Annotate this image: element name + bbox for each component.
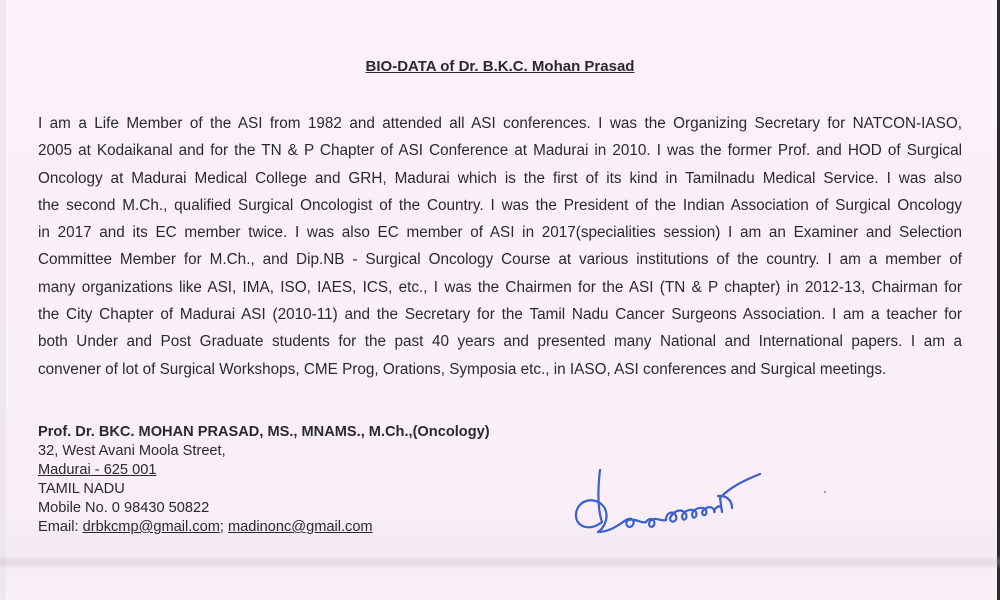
email-label: Email: xyxy=(38,519,83,535)
bio-line: the second M.Ch., qualified Surgical Oncologist of the Country. I was the President of the Indian Association of Surgical Oncology xyxy=(38,196,962,214)
email-separator: ; xyxy=(219,519,228,535)
email-link-2[interactable]: madinonc@gmail.com xyxy=(228,519,373,535)
bio-line: I am a Life Member of the ASI from 1982 and attended all ASI conferences. I was the Organizing Secretary for NATCON-IASO, xyxy=(38,115,962,132)
bio-line: 2005 at Kodaikanal and for the TN & P Chapter of ASI Conference at Madurai in 2010. I was the former Prof. and HOD of Surgical xyxy=(38,142,962,160)
bio-line: both Under and Post Graduate students for the past 40 years and presented many National and International papers. I am a xyxy=(38,333,962,351)
bio-line: in 2017 and its EC member twice. I was also EC member of ASI in 2017(specialities session) I am an Examiner and Selection xyxy=(38,224,962,242)
scan-edge-left xyxy=(0,0,6,600)
signature-icon xyxy=(570,462,830,542)
contact-block xyxy=(38,423,490,537)
bio-paragraph xyxy=(38,110,962,383)
bio-line: Oncology at Madurai Medical College and GRH, Madurai which is the first of its kind in Tamilnadu Medical Service. I was also xyxy=(38,169,962,187)
bio-line: convener of lot of Surgical Workshops, CME Prog, Orations, Symposia etc., in IASO, ASI conferences and Surgical meetings. xyxy=(38,360,887,378)
bio-line: the City Chapter of Madurai ASI (2010-11) and the Secretary for the Tamil Nadu Cancer Surgeons Association. I am a teacher for xyxy=(38,306,962,324)
paper-fold xyxy=(0,555,1000,569)
address-line-1: 32, West Avani Moola Street, xyxy=(38,443,226,459)
bio-line: many organizations like ASI, IMA, ISO, IAES, ICS, etc., I was the Chairmen for the ASI (TN & P chapter) in 2012-13, Chairman for xyxy=(38,278,962,296)
email-link-1[interactable]: drbkcmp@gmail.com xyxy=(82,519,220,535)
address-state: TAMIL NADU xyxy=(38,481,125,497)
email-line xyxy=(38,518,490,537)
mobile-number: Mobile No. 0 98430 50822 xyxy=(38,500,210,516)
signature-dot xyxy=(824,491,826,493)
contact-name: Prof. Dr. BKC. MOHAN PRASAD, MS., MNAMS., M.Ch.,(Oncology) xyxy=(38,424,490,440)
document-title: BIO-DATA of Dr. B.K.C. Mohan Prasad xyxy=(365,58,635,75)
bio-line: Committee Member for M.Ch., and Dip.NB - Surgical Oncology Course at various institutions of the country. I am a member of xyxy=(38,251,962,269)
address-line-2: Madurai - 625 001 xyxy=(38,462,157,478)
signature-stroke xyxy=(576,470,760,532)
